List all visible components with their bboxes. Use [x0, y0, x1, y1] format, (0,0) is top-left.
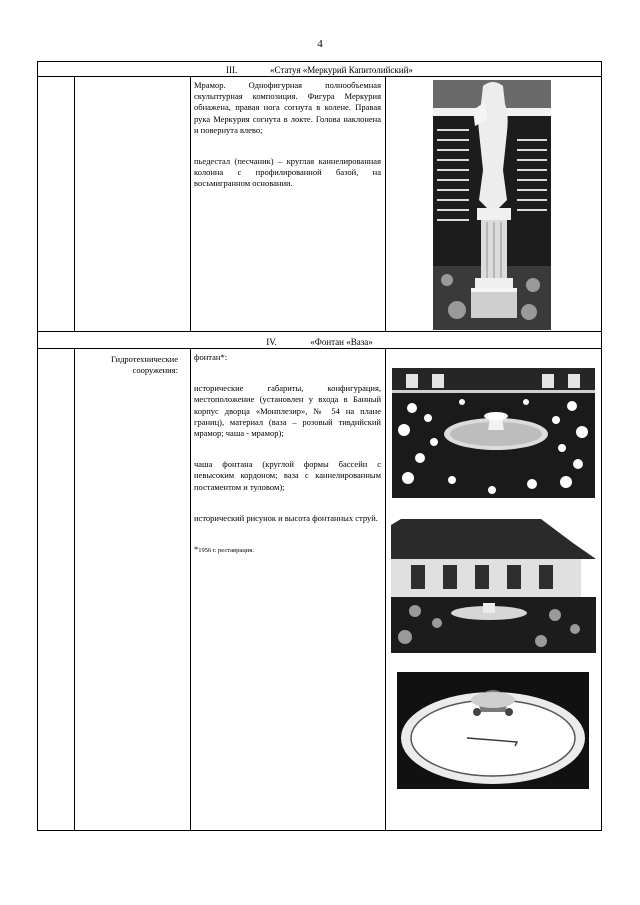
- footnote-mark: *: [194, 544, 199, 555]
- row-divider: [37, 348, 602, 349]
- section-title: «Фонтан «Ваза»: [310, 337, 373, 347]
- column-divider: [74, 76, 75, 331]
- statue-photo: [433, 80, 551, 330]
- description-paragraph: Мрамор. Однофигурная полнообъемная скульптурная композиция. Фигура Меркурия обнажена, правая нога согнута в колене. Правая рука Меркурия согнута в локте. Голова наклонена и повернута влево;: [194, 80, 381, 135]
- section-heading: [37, 64, 602, 76]
- fountain-garden-photo: [392, 368, 595, 498]
- section-number: III.: [226, 65, 238, 75]
- footnote: [194, 544, 381, 556]
- column-divider: [385, 76, 386, 331]
- section-number: IV.: [266, 337, 277, 347]
- section-title: «Статуя «Меркурий Капитолийский»: [270, 65, 413, 75]
- description-cell: [194, 80, 381, 190]
- description-paragraph: пьедестал (песчаник) – круглая каннелированная колонна с профилированной базой, на восьмигранном основании.: [194, 156, 381, 189]
- row-divider: [37, 331, 602, 332]
- column-divider: [190, 76, 191, 331]
- description-paragraph: исторические габариты, конфигурация, местоположение (установлен у входа в Банный корпус дворца «Монплезир», № 54 на плане границ), материал (ваза – розовый тивдийский мрамор; чаша - мрамор);: [194, 383, 381, 439]
- page-number: 4: [317, 38, 323, 50]
- row-divider: [37, 76, 602, 77]
- column-divider: [190, 348, 191, 831]
- description-cell: [194, 352, 381, 556]
- section-heading: [37, 336, 602, 348]
- fountain-bowl-photo: [397, 672, 589, 789]
- footnote-text: 1956 г. реставрация.: [198, 547, 254, 555]
- column-divider: [74, 348, 75, 831]
- description-paragraph: чаша фонтана (круглой формы бассейн с невысоким кордоном; ваза с каннелированным постаментом и туловом);: [194, 459, 381, 492]
- description-paragraph: исторический рисунок и высота фонтанных струй.: [194, 512, 378, 523]
- description-paragraph: фонтан*:: [194, 352, 228, 362]
- column-divider: [385, 348, 386, 831]
- palace-fountain-photo: [391, 519, 596, 653]
- category-label: Гидротехнические сооружения:: [110, 354, 178, 376]
